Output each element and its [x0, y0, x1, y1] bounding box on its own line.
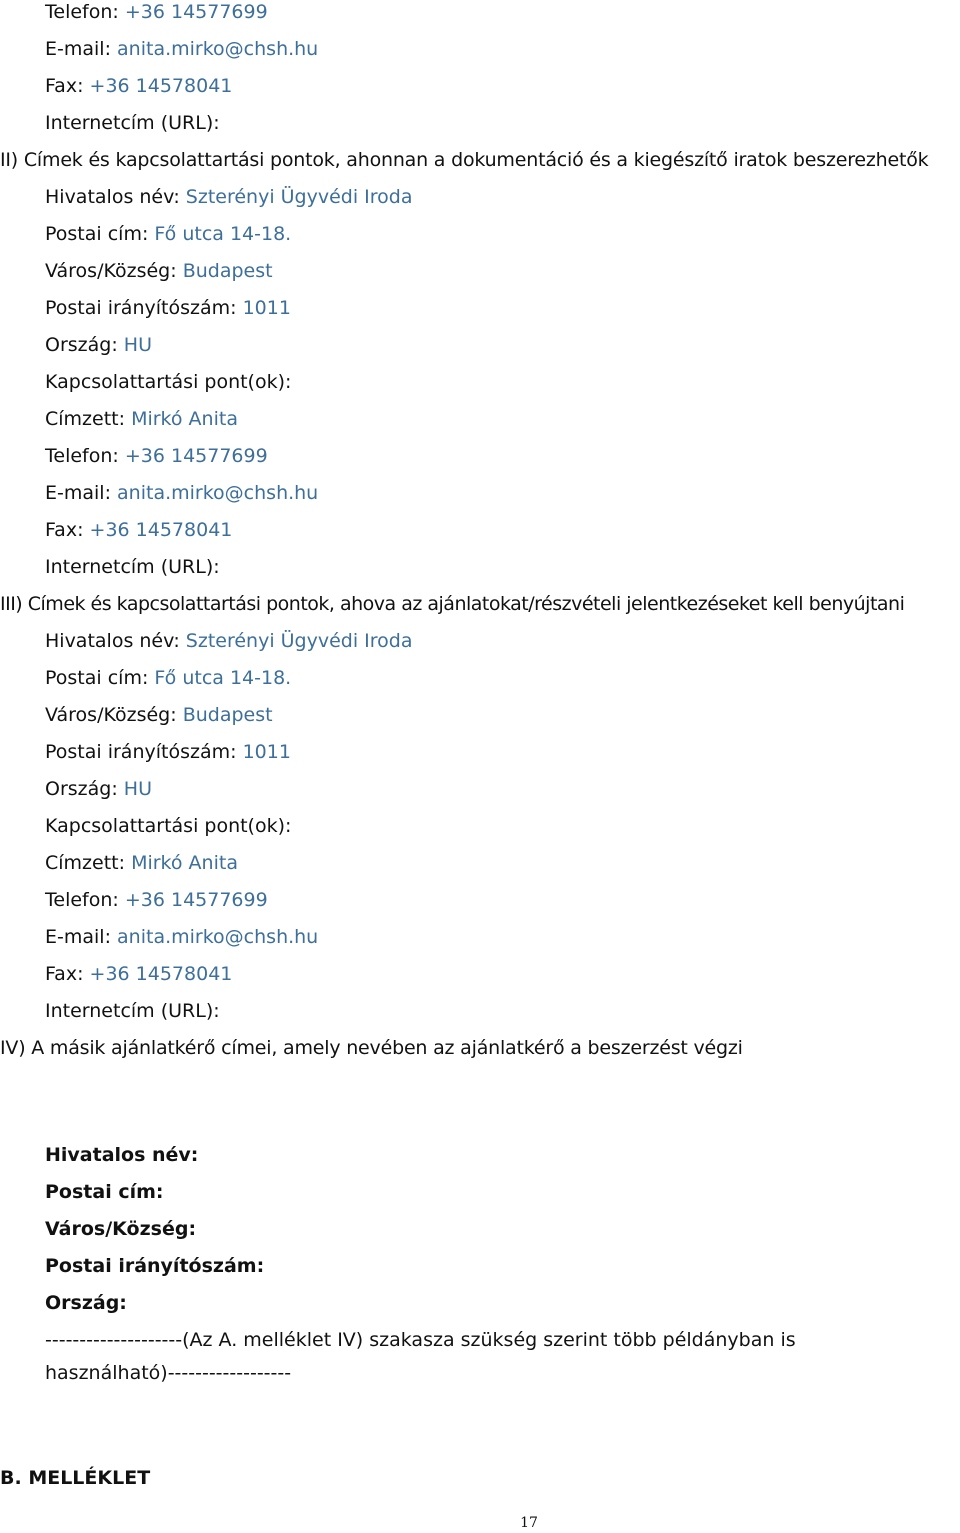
ii-postai-line: Postai cím: Fő utca 14-18. [45, 223, 292, 245]
ii-hivatalos-line: Hivatalos név: Szterényi Ügyvédi Iroda [45, 186, 413, 208]
iv-irsz-label: Postai irányítószám: [45, 1255, 265, 1277]
iii-postai-line: Postai cím: Fő utca 14-18. [45, 667, 292, 689]
ii-url-line: Internetcím (URL): [45, 556, 220, 578]
iv-note-line-2: használható)------------------ [45, 1362, 292, 1384]
iv-postai-label: Postai cím: [45, 1181, 164, 1203]
section-ii-heading: II) Címek és kapcsolattartási pontok, ahonnan a dokumentáció és a kiegészítő iratok beszerezhetők [0, 149, 929, 171]
top-email-line: E-mail: anita.mirko@chsh.hu [45, 38, 319, 60]
ii-kapcsolat-line: Kapcsolattartási pont(ok): [45, 371, 292, 393]
iii-varos-line: Város/Község: Budapest [45, 704, 273, 726]
ii-varos-line: Város/Község: Budapest [45, 260, 273, 282]
top-fax-line: Fax: +36 14578041 [45, 75, 233, 97]
iii-irsz-line: Postai irányítószám: 1011 [45, 741, 291, 763]
ii-irsz-line: Postai irányítószám: 1011 [45, 297, 291, 319]
top-url-line: Internetcím (URL): [45, 112, 220, 134]
top-email-value: anita.mirko@chsh.hu [117, 38, 319, 60]
top-telefon-line: Telefon: +36 14577699 [45, 1, 268, 23]
top-telefon-value: +36 14577699 [124, 1, 268, 23]
annex-heading: B. MELLÉKLET [0, 1467, 151, 1489]
iii-kapcsolat-line: Kapcsolattartási pont(ok): [45, 815, 292, 837]
iii-fax-line: Fax: +36 14578041 [45, 963, 233, 985]
iii-hivatalos-line: Hivatalos név: Szterényi Ügyvédi Iroda [45, 630, 413, 652]
page-number: 17 [520, 1515, 538, 1531]
iv-hivatalos-label: Hivatalos név: [45, 1144, 199, 1166]
iv-note-line-1: --------------------(Az A. melléklet IV) szakasza szükség szerint több példányban is [45, 1329, 796, 1351]
iv-orszag-label: Ország: [45, 1292, 127, 1314]
ii-fax-line: Fax: +36 14578041 [45, 519, 233, 541]
iv-varos-label: Város/Község: [45, 1218, 197, 1240]
iii-url-line: Internetcím (URL): [45, 1000, 220, 1022]
iii-cimzett-line: Címzett: Mirkó Anita [45, 852, 238, 874]
ii-telefon-line: Telefon: +36 14577699 [45, 445, 268, 467]
iii-email-line: E-mail: anita.mirko@chsh.hu [45, 926, 319, 948]
section-iii-heading: III) Címek és kapcsolattartási pontok, ahova az ajánlatokat/részvételi jelentkezéseket kell benyújtani [0, 593, 905, 615]
ii-cimzett-line: Címzett: Mirkó Anita [45, 408, 238, 430]
iii-orszag-line: Ország: HU [45, 778, 152, 800]
top-fax-value: +36 14578041 [89, 75, 233, 97]
iii-telefon-line: Telefon: +36 14577699 [45, 889, 268, 911]
section-iv-heading: IV) A másik ajánlatkérő címei, amely nevében az ajánlatkérő a beszerzést végzi [0, 1037, 743, 1059]
ii-email-line: E-mail: anita.mirko@chsh.hu [45, 482, 319, 504]
ii-orszag-line: Ország: HU [45, 334, 152, 356]
